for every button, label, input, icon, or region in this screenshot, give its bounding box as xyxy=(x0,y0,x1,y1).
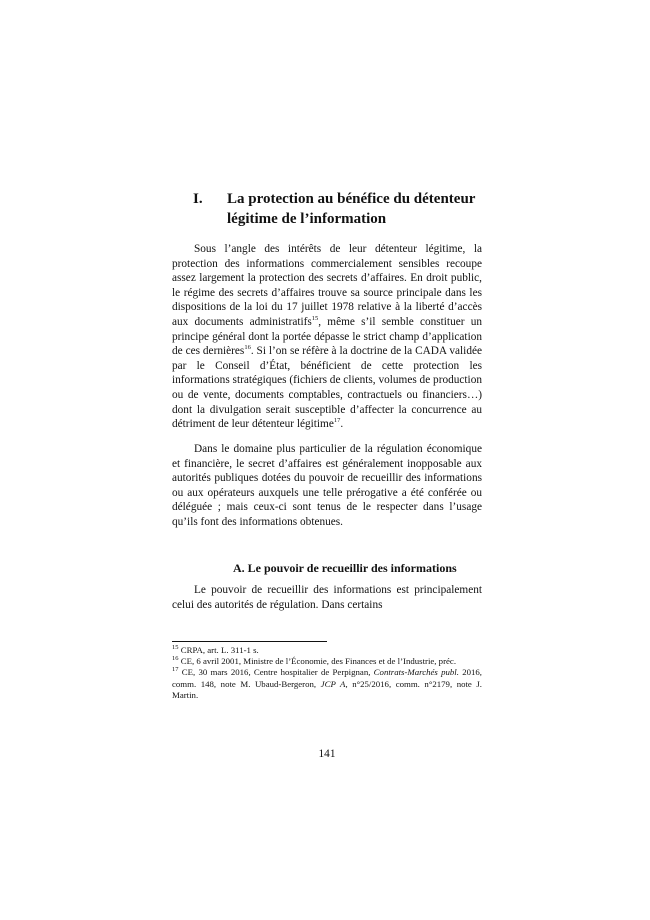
paragraph-1-text-d: . xyxy=(340,418,344,431)
footnote-17 xyxy=(172,667,482,701)
paragraph-1-text-c: . Si l’on se réfère à la doctrine de la CADA validée par le Conseil d’État, bénéficient de cette protection les informations stratégiques (fichiers de clients, volumes de production ou de vente, documents comptables, contractuels ou financiers…) dont la divulgation serait susceptible d’affecter la concurrence au détriment de leur détenteur légitime xyxy=(172,345,482,431)
paragraph-2-text: Dans le domaine plus particulier de la régulation économique et financière, le secret d’affaires est généralement inopposable aux autorités publiques dotées du pouvoir de recueillir des informations ou aux opérateurs auxquels une telle prérogative a été conférée ou déléguée ; mais ceux-ci sont tenus de le respecter dans l’usage qu’ils font des informations obtenues. xyxy=(172,443,482,528)
paragraph-3 xyxy=(172,583,482,618)
footnote-text: 2016, comm. 148, note M. Ubaud-Bergeron, xyxy=(172,667,482,689)
footnote-ref-15[interactable]: 15 xyxy=(311,315,319,323)
subsection-label: A. xyxy=(233,561,245,575)
footnote-number: 15 xyxy=(172,644,179,652)
footnote-ref-16[interactable]: 16 xyxy=(244,344,251,352)
paragraph-3-text: Le pouvoir de recueillir des informations est principalement celui des autorités de régulation. Dans certains xyxy=(172,584,482,611)
footnote-ref-17[interactable]: 17 xyxy=(333,417,341,425)
section-number: I. xyxy=(193,191,203,207)
footnote-text: CE, 30 mars 2016, Centre hospitalier de Perpignan, xyxy=(181,667,374,678)
footnote-text: CE, 6 avril 2001, Ministre de l’Économie, des Finances et de l’Industrie, préc. xyxy=(180,656,457,667)
section-title: La protection au bénéfice du détenteur légitime de l’information xyxy=(227,191,476,227)
subsection-title: Le pouvoir de recueillir des informations xyxy=(247,561,457,575)
footnote-number: 16 xyxy=(172,655,179,663)
journal-title: Contrats-Marchés publ. xyxy=(373,667,459,678)
journal-title: JCP A xyxy=(320,678,346,689)
footnotes xyxy=(172,645,482,701)
footnote-text: CRPA, art. L. 311-1 s. xyxy=(180,645,259,655)
paragraph-1-text-b: , même s’il semble constituer un principe général dont la portée dépasse le strict champ d’application de ces dernières xyxy=(172,315,482,358)
paragraph-1 xyxy=(172,242,482,438)
footnote-15 xyxy=(172,645,482,656)
footnote-text: , n°25/2016, comm. n°2179, note J. Martin. xyxy=(172,678,483,700)
paragraph-1-text-a: Sous l’angle des intérêts de leur détenteur légitime, la protection des informations commercialement sensibles recoupe assez largement la protection des secrets d’affaires. En droit public, le régime des secrets d’affaires trouve sa source principale dans les dispositions de la loi du 17 juillet 1978 relative à la liberté d’accès aux documents administratifs xyxy=(172,243,482,328)
paragraph-2 xyxy=(172,442,482,536)
footnote-16 xyxy=(172,656,482,667)
footnote-number: 17 xyxy=(172,666,179,674)
subsection-heading xyxy=(233,560,493,576)
page-number: 141 xyxy=(318,748,336,760)
footnote-separator xyxy=(172,641,327,642)
